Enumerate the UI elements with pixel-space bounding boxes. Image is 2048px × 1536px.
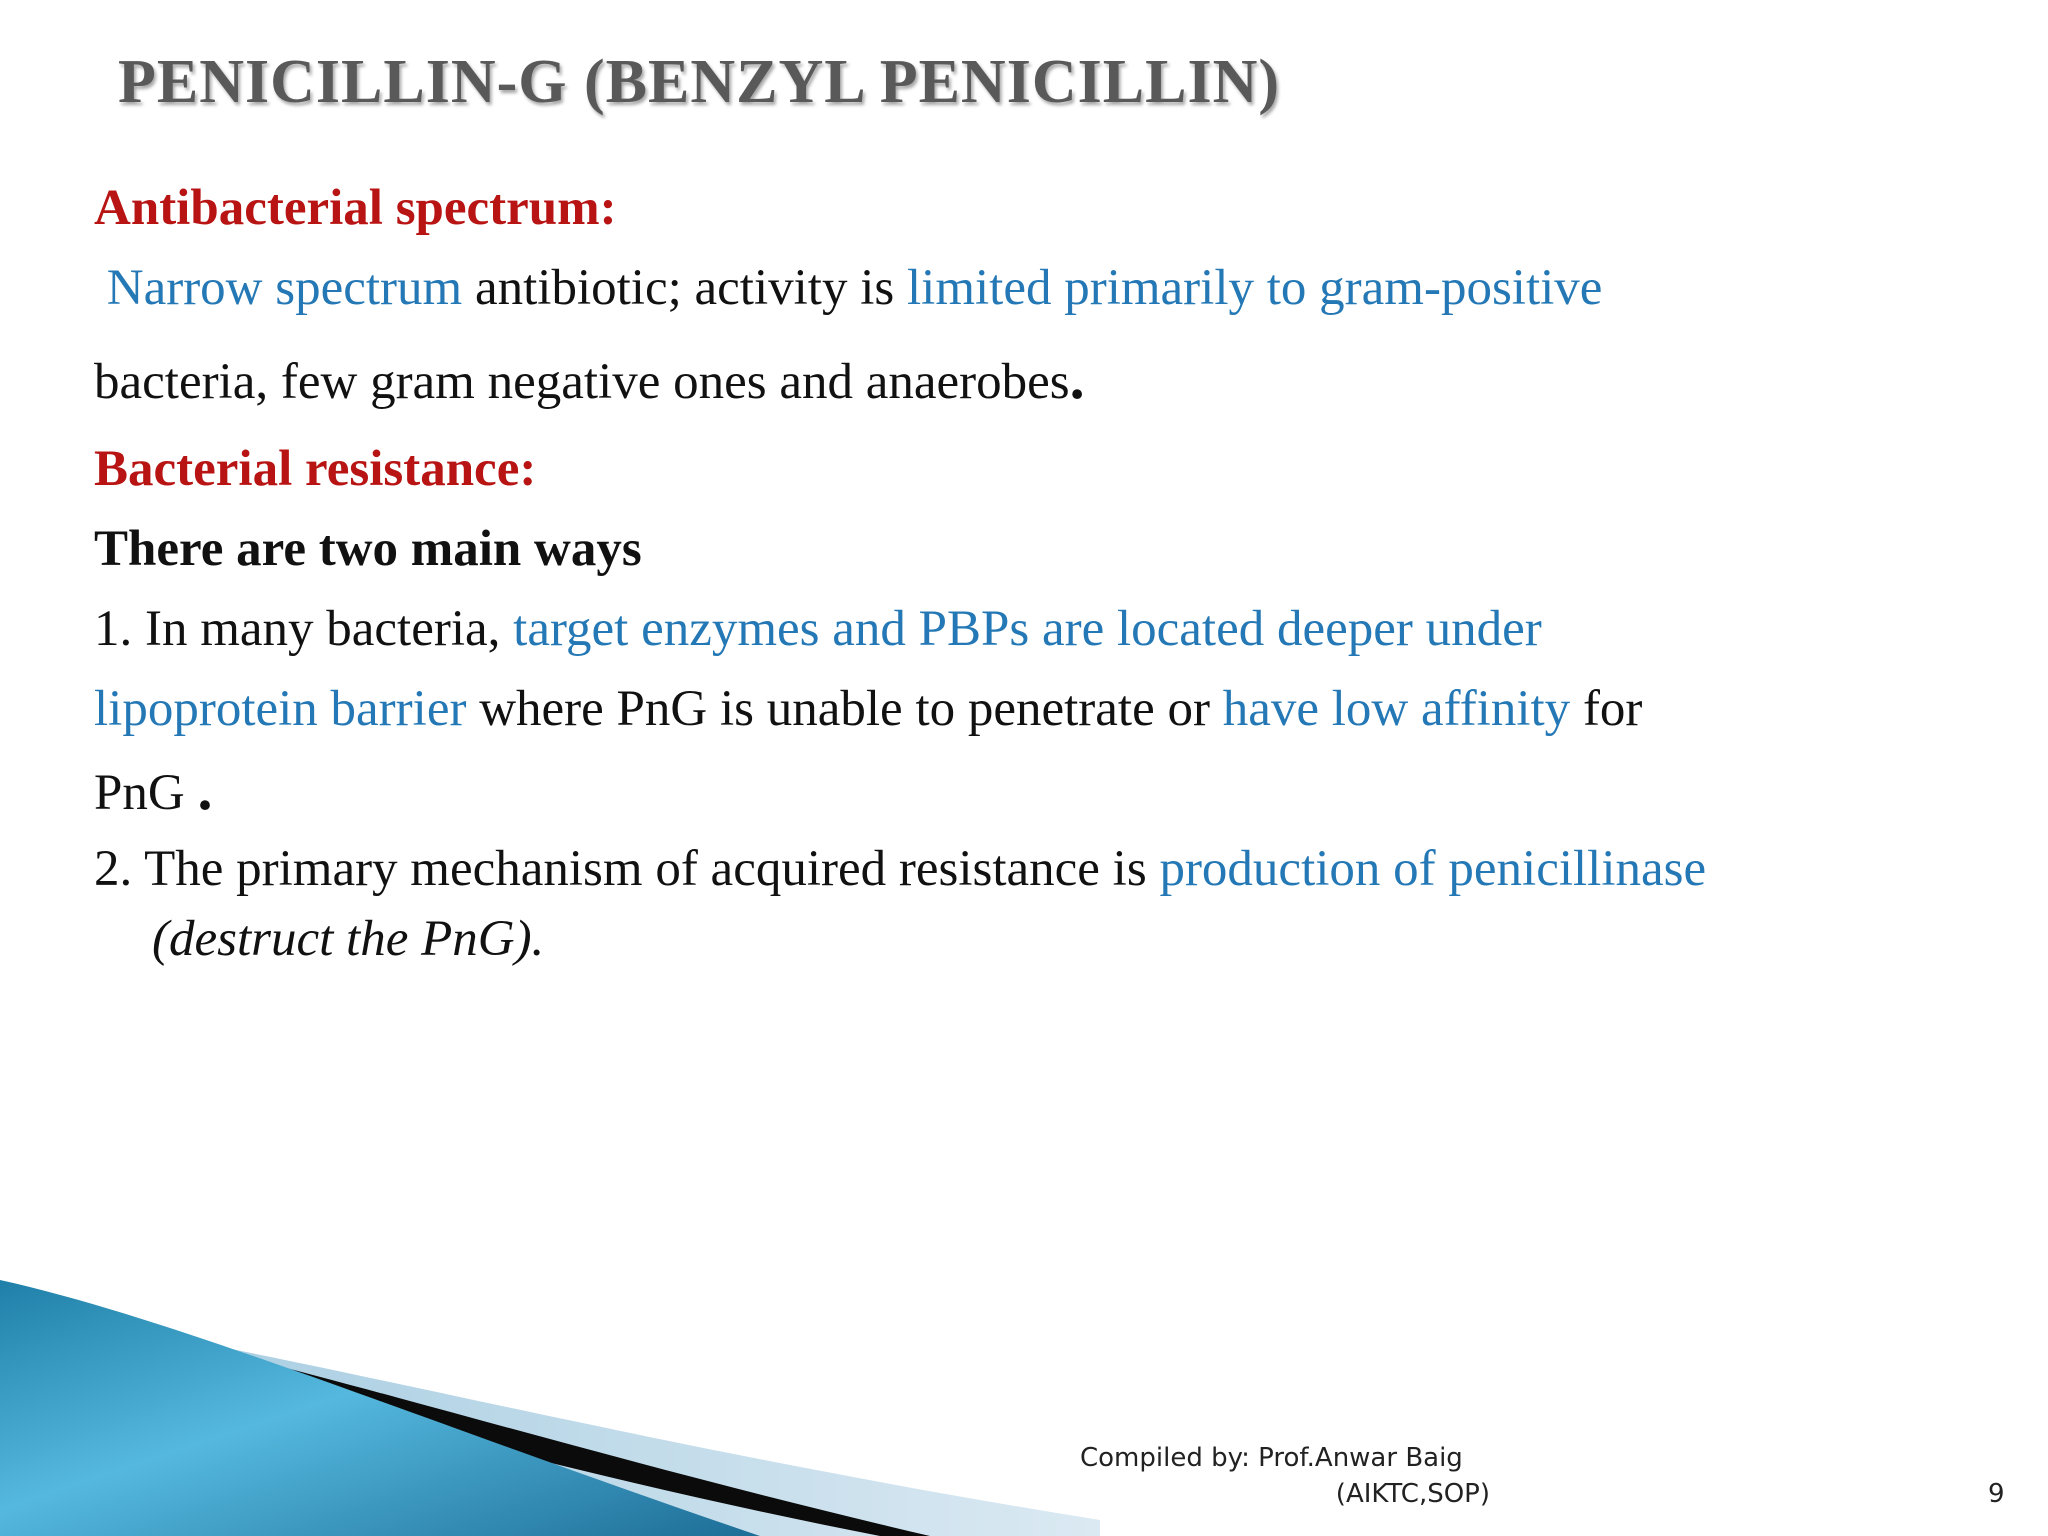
corner-swoosh-decoration (0, 1280, 1100, 1536)
resistance-item-1-line-1 (94, 598, 1542, 660)
antibacterial-line-2-text: bacteria, few gram negative ones and anaerobes (94, 354, 1070, 410)
item-1-line-2-end: for (1570, 681, 1643, 737)
footer-credit (1080, 1440, 1490, 1512)
two-main-ways-subheading: There are two main ways (94, 521, 642, 577)
antibacterial-line-1-text: antibiotic; activity is (462, 260, 907, 316)
gram-positive-highlight: limited primarily to gram-positive (906, 260, 1603, 316)
item-1-png: PnG (94, 765, 185, 821)
item-1-line-2-text: where PnG is unable to penetrate or (466, 681, 1223, 737)
resistance-item-1-line-2 (94, 678, 1642, 740)
footer-credit-line-1: Compiled by: Prof.Anwar Baig (1080, 1443, 1463, 1473)
resistance-item-1-line-3 (94, 758, 212, 824)
penicillinase-highlight: production of penicillinase (1159, 841, 1707, 897)
item-1-period: . (197, 756, 213, 822)
lipoprotein-barrier-highlight: lipoprotein barrier (94, 681, 467, 737)
teal-band (0, 1280, 760, 1536)
page-number: 9 (1988, 1479, 2005, 1509)
narrow-spectrum-highlight: Narrow spectrum (106, 260, 463, 316)
antibacterial-spectrum-heading: Antibacterial spectrum: (94, 180, 617, 236)
resistance-item-2-line-2: (destruct the PnG). (152, 911, 545, 967)
low-affinity-highlight: have low affinity (1222, 681, 1571, 737)
resistance-item-2-line-1 (94, 838, 1706, 900)
antibacterial-line-2 (94, 347, 1085, 413)
slide-title: PENICILLIN-G (BENZYL PENICILLIN) (118, 48, 1280, 116)
antibacterial-line-1 (94, 257, 1602, 319)
item-1-prefix: 1. In many bacteria, (94, 601, 514, 657)
item-2-prefix: 2. The primary mechanism of acquired resistance is (94, 841, 1160, 897)
footer-credit-line-2: (AIKTC,SOP) (1335, 1479, 1490, 1509)
bacterial-resistance-heading: Bacterial resistance: (94, 441, 537, 497)
target-enzymes-highlight: target enzymes and PBPs are located deeper under (513, 601, 1542, 657)
antibacterial-line-2-period: . (1069, 345, 1085, 411)
